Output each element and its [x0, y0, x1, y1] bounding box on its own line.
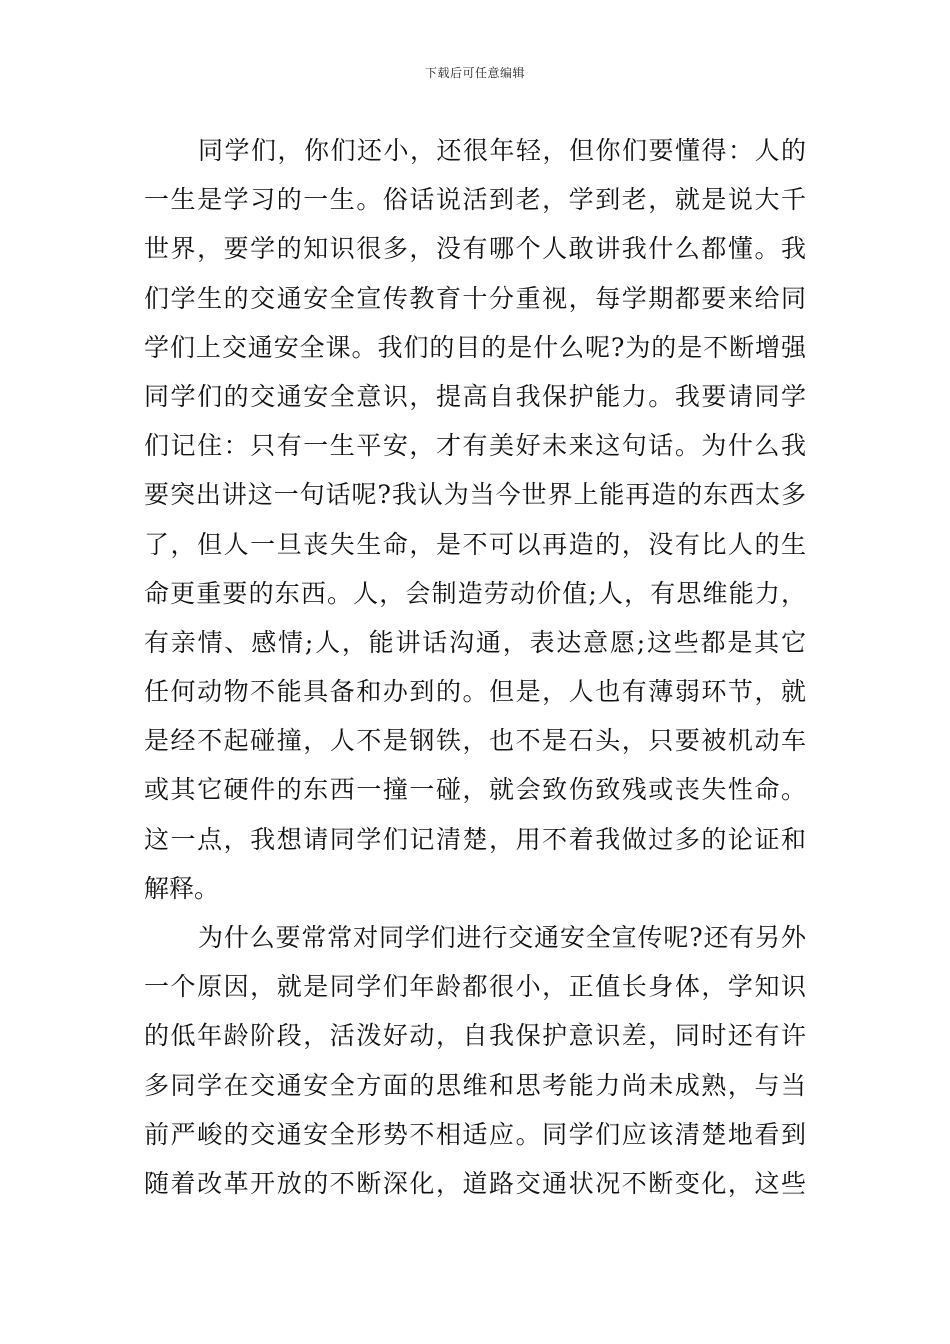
- paragraph-1-line: 解释。: [144, 873, 220, 903]
- paragraph-1-line: 学们上交通安全课。我们的目的是什么呢?为的是不断增强: [144, 332, 806, 362]
- paragraph-1-line: 任何动物不能具备和办到的。但是，人也有薄弱环节，就: [144, 677, 806, 707]
- paragraph-1-line: 命更重要的东西。人，会制造劳动价值;人，有思维能力，: [144, 578, 806, 608]
- paragraph-2-line: 多同学在交通安全方面的思维和思考能力尚未成熟，与当: [144, 1070, 806, 1100]
- paragraph-1-line: 了，但人一旦丧失生命，是不可以再造的，没有比人的生: [144, 529, 806, 559]
- paragraph-2-line: 的低年龄阶段，活泼好动，自我保护意识差，同时还有许: [144, 1021, 806, 1051]
- paragraph-1-line: 们记住：只有一生平安，才有美好未来这句话。为什么我: [144, 431, 806, 461]
- paragraph-1-line: 这一点，我想请同学们记清楚，用不着我做过多的论证和: [144, 824, 806, 854]
- paragraph-1-line: 同学们，你们还小，还很年轻，但你们要懂得：人的: [198, 136, 806, 165]
- paragraph-1-line: 是经不起碰撞，人不是钢铁，也不是石头，只要被机动车: [144, 726, 806, 756]
- paragraph-1-line: 一生是学习的一生。俗话说活到老，学到老，就是说大千: [144, 185, 806, 215]
- paragraph-2-line: 随着改革开放的不断深化，道路交通状况不断变化，这些: [144, 1168, 806, 1198]
- paragraph-1-line: 同学们的交通安全意识，提高自我保护能力。我要请同学: [144, 381, 806, 411]
- paragraph-1-line: 要突出讲这一句话呢?我认为当今世界上能再造的东西太多: [144, 480, 806, 510]
- paragraph-1-line: 或其它硬件的东西一撞一碰，就会致伤致残或丧失性命。: [144, 775, 806, 805]
- paragraph-1-line: 有亲情、感情;人，能讲话沟通，表达意愿;这些都是其它: [144, 627, 806, 657]
- paragraph-2-line: 前严峻的交通安全形势不相适应。同学们应该清楚地看到: [144, 1119, 806, 1149]
- paragraph-2-line: 为什么要常常对同学们进行交通安全宣传呢?还有另外: [198, 923, 806, 952]
- paragraph-1-line: 世界，要学的知识很多，没有哪个人敢讲我什么都懂。我: [144, 234, 806, 264]
- paragraph-2-line: 一个原因，就是同学们年龄都很小，正值长身体，学知识: [144, 972, 806, 1002]
- body-text: [144, 126, 806, 1208]
- paragraph-1-line: 们学生的交通安全宣传教育十分重视，每学期都要来给同: [144, 283, 806, 313]
- header-note: 下载后可任意编辑: [424, 66, 525, 80]
